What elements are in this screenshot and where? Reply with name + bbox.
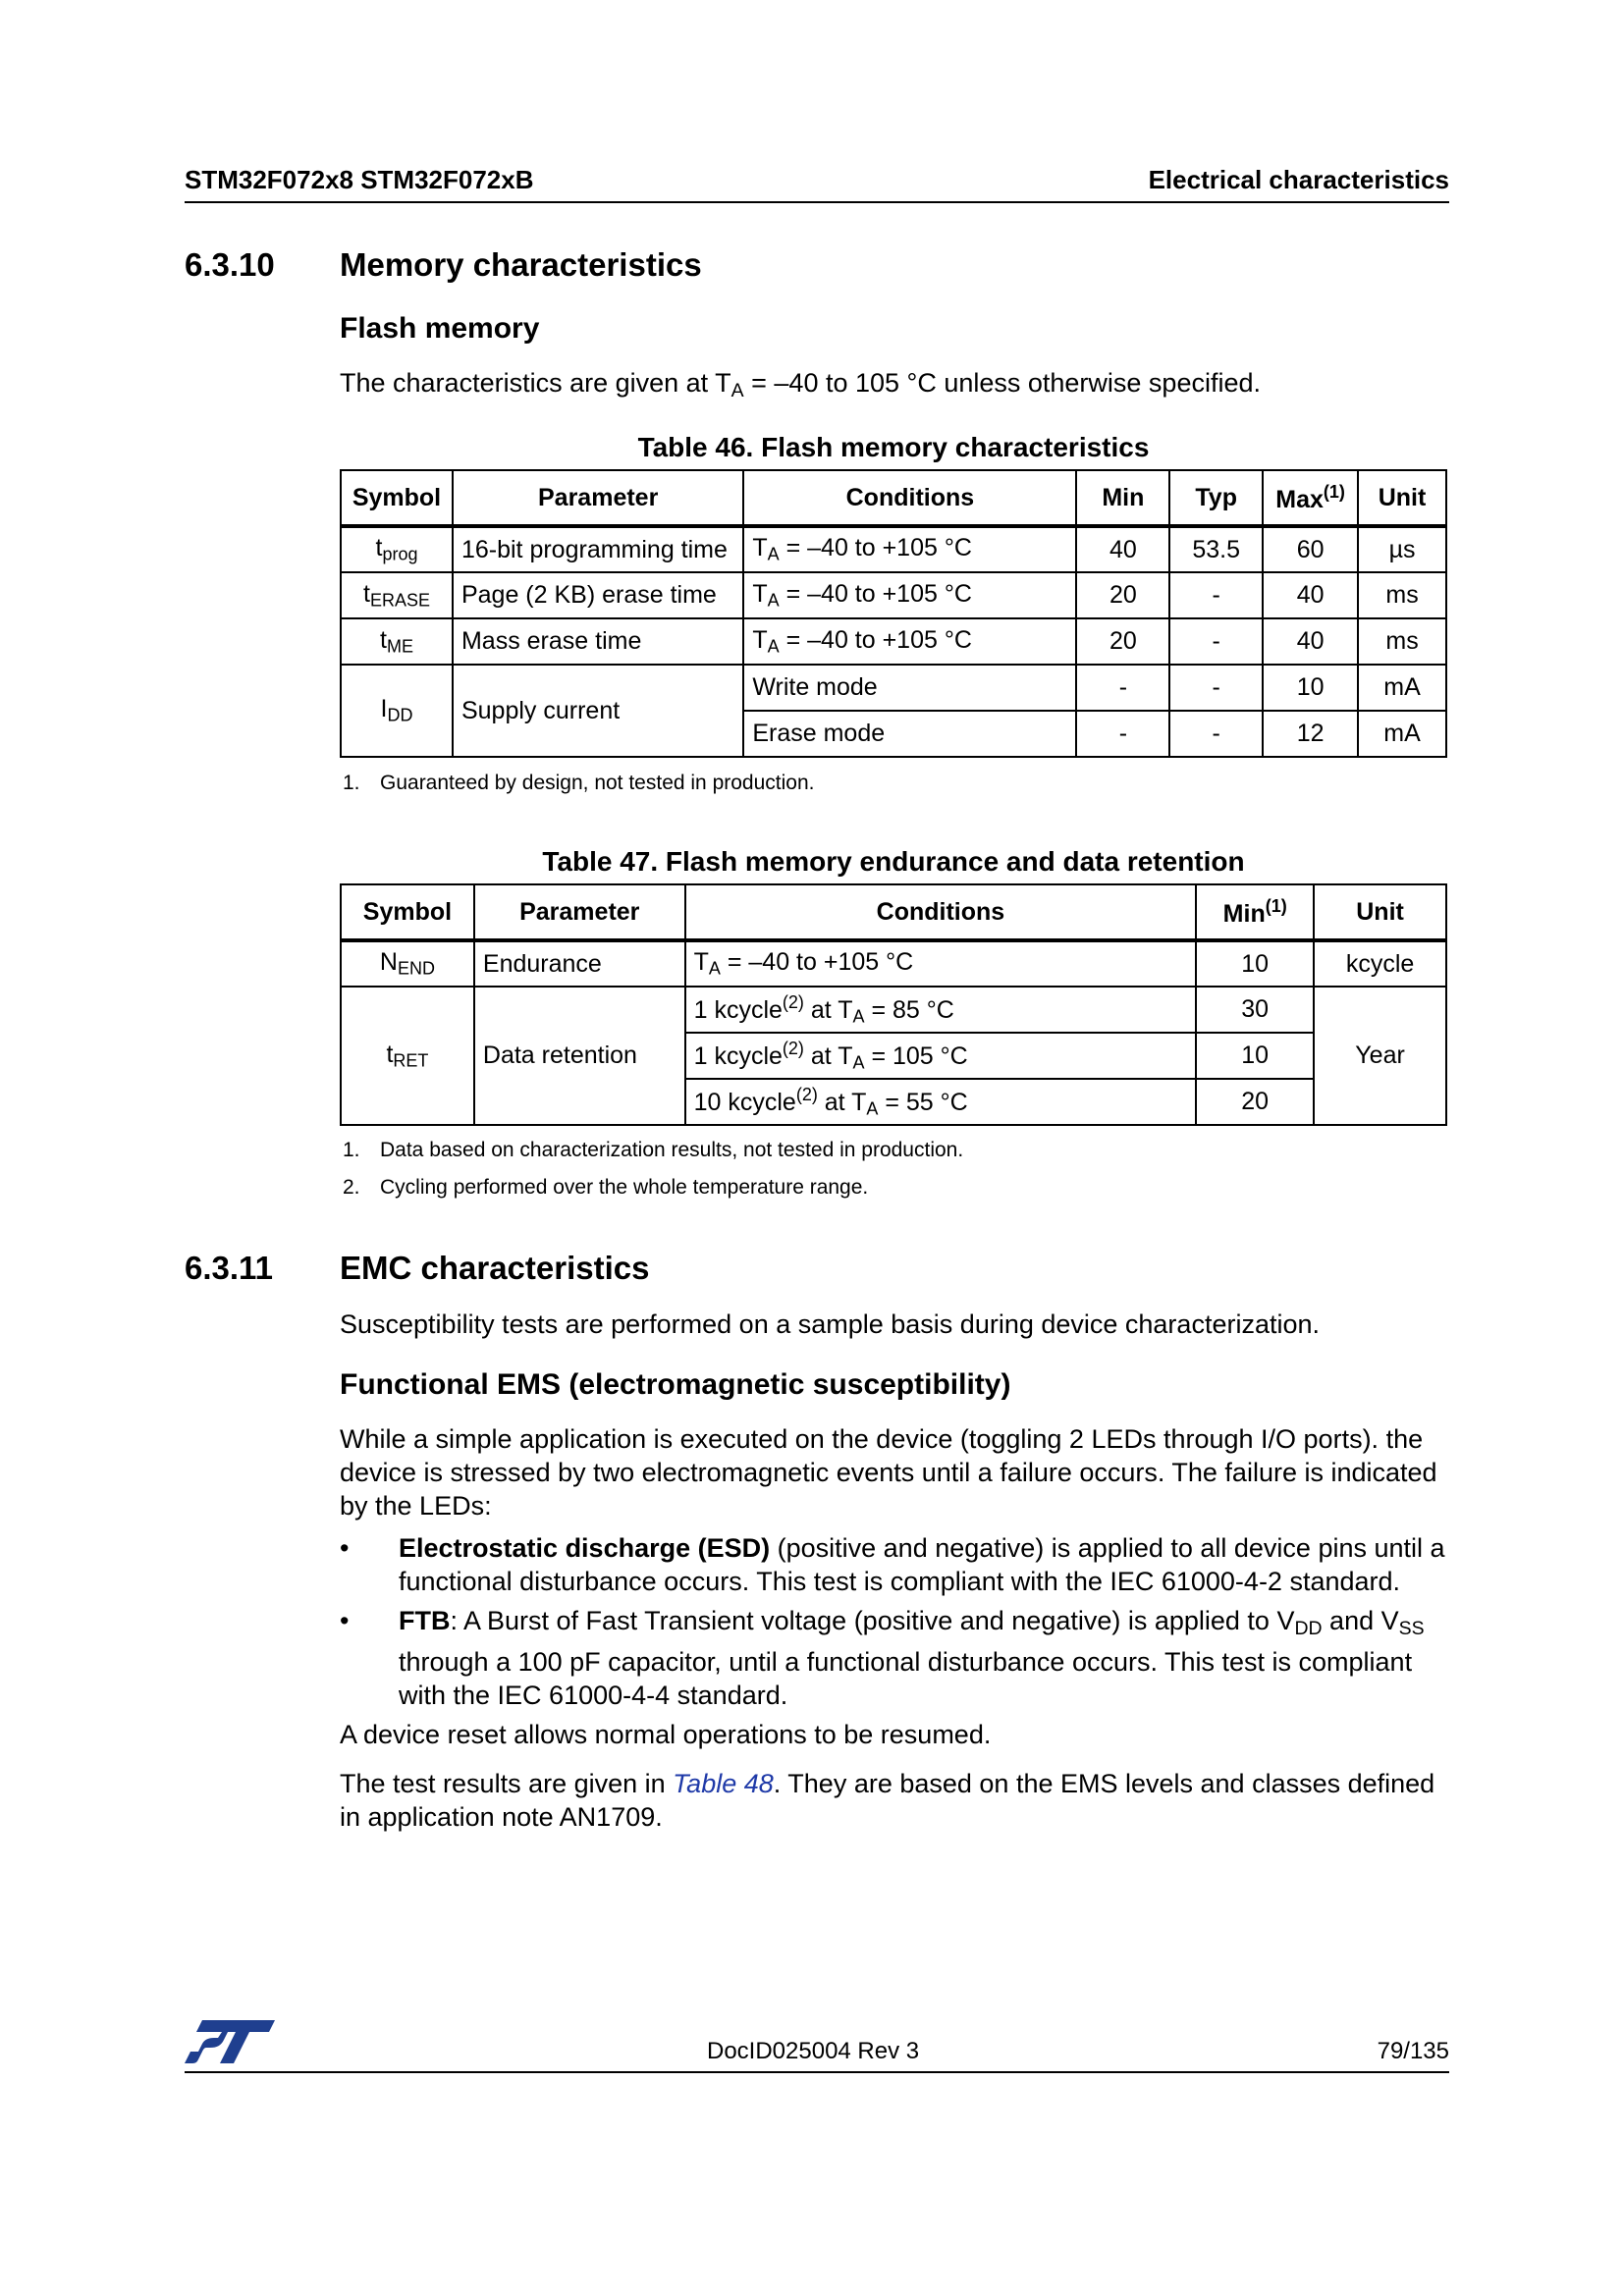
bullet-body-a: : A Burst of Fast Transient voltage (positive and negative) is applied to V (450, 1606, 1295, 1635)
table-row (341, 987, 1446, 1033)
cell-symbol (341, 987, 474, 1125)
subheading-flash-memory: Flash memory (340, 312, 540, 345)
cell-conditions (685, 987, 1197, 1033)
bullet-text (399, 1604, 1459, 1712)
cond-sup: (2) (795, 1084, 818, 1104)
reset-paragraph: A device reset allows normal operations to be resumed. (340, 1720, 992, 1749)
cell-symbol (341, 665, 453, 757)
cell-min: 20 (1076, 572, 1169, 618)
col-max (1263, 470, 1358, 526)
bullet-term: Electrostatic discharge (ESD) (399, 1533, 771, 1563)
col-parameter: Parameter (474, 884, 685, 940)
bullet-ftb (340, 1604, 1459, 1712)
intro-text: The characteristics are given at T (340, 368, 731, 398)
cond-a: 1 kcycle (693, 1041, 783, 1070)
cell-unit: kcycle (1314, 940, 1446, 987)
cell-parameter: 16-bit programming time (453, 526, 743, 572)
col-min (1196, 884, 1314, 940)
flash-intro (340, 366, 1454, 407)
cond-rest: = –40 to +105 °C (779, 579, 972, 608)
table46 (340, 469, 1447, 758)
bullet-esd (340, 1531, 1459, 1598)
cond-sub: A (866, 1098, 879, 1119)
cell-parameter: Mass erase time (453, 618, 743, 665)
cell-min: 10 (1196, 940, 1314, 987)
bullet-sub-vdd: DD (1294, 1617, 1323, 1639)
section-number: 6.3.11 (185, 1250, 273, 1286)
cell-min: 20 (1076, 618, 1169, 665)
cell-symbol (341, 618, 453, 665)
cell-min: - (1076, 711, 1169, 757)
cell-conditions (685, 1079, 1197, 1125)
cell-typ: - (1169, 665, 1263, 711)
cell-max: 10 (1263, 665, 1358, 711)
footnote-number: 1. (343, 772, 360, 794)
cond-c: = 85 °C (864, 995, 954, 1024)
subheading-functional-ems: Functional EMS (electromagnetic susceptibility) (340, 1368, 1011, 1401)
cond-main: T (752, 625, 768, 654)
table47-caption: Table 47. Flash memory endurance and data retention (542, 846, 1245, 877)
st-logo-icon (185, 2018, 275, 2065)
cell-conditions (685, 940, 1197, 987)
cell-min: 30 (1196, 987, 1314, 1033)
bullet-term: FTB (399, 1606, 451, 1635)
cell-min: 10 (1196, 1033, 1314, 1079)
symbol-main: t (380, 625, 387, 654)
table-row (341, 665, 1446, 711)
table47-footnote-2 (343, 1176, 868, 1200)
section-heading-emc (185, 1250, 649, 1287)
cell-typ: - (1169, 711, 1263, 757)
cell-typ: - (1169, 618, 1263, 665)
cell-parameter: Endurance (474, 940, 685, 987)
bullet-text (399, 1531, 1459, 1598)
symbol-sub: ERASE (369, 590, 430, 611)
table48-link[interactable]: Table 48 (673, 1769, 774, 1798)
cell-symbol (341, 572, 453, 618)
col-symbol: Symbol (341, 884, 474, 940)
table47-footnote-1 (343, 1139, 963, 1162)
symbol-sub: RET (393, 1050, 429, 1071)
cond-rest: = –40 to +105 °C (720, 948, 914, 977)
symbol-main: t (362, 579, 370, 608)
col-parameter: Parameter (453, 470, 743, 526)
cell-unit: mA (1358, 711, 1446, 757)
cond-rest: = –40 to +105 °C (779, 534, 972, 562)
bullet-dot: • (340, 1606, 350, 1635)
bullet-dot: • (340, 1533, 350, 1563)
ems-paragraph: While a simple application is executed on the device (toggling 2 LEDs through I/O ports). the device is stressed by two electromagnetic events until a failure occurs. The failure is indicated by the LEDs: (340, 1424, 1437, 1521)
table-header-row (341, 884, 1446, 940)
cond-sup: (2) (782, 991, 804, 1012)
cell-max: 40 (1263, 618, 1358, 665)
cell-parameter: Page (2 KB) erase time (453, 572, 743, 618)
symbol-sub: ME (386, 636, 413, 657)
cond-a: 10 kcycle (693, 1088, 796, 1116)
cond-rest: = –40 to +105 °C (779, 625, 972, 654)
footnote-number: 2. (343, 1176, 360, 1199)
section-heading-memory (185, 246, 702, 284)
cell-conditions: Write mode (743, 665, 1076, 711)
col-unit: Unit (1314, 884, 1446, 940)
cell-symbol (341, 526, 453, 572)
cell-max: 12 (1263, 711, 1358, 757)
cell-unit: mA (1358, 665, 1446, 711)
header-doc-title: STM32F072x8 STM32F072xB (185, 165, 534, 194)
table46-caption: Table 46. Flash memory characteristics (637, 432, 1150, 462)
cond-sub: A (708, 958, 721, 979)
intro-sub: A (730, 379, 744, 401)
col-typ: Typ (1169, 470, 1263, 526)
section-title: EMC characteristics (340, 1250, 650, 1286)
symbol-main: t (386, 1040, 394, 1068)
footer-page-number: 79/135 (1377, 2038, 1449, 2064)
footnote-text: Guaranteed by design, not tested in production. (380, 772, 815, 794)
footnote-text: Data based on characterization results, not tested in production. (380, 1139, 964, 1161)
intro-text-rest: = –40 to 105 °C unless otherwise specified. (743, 368, 1261, 398)
symbol-sub: prog (382, 544, 418, 564)
cell-min: - (1076, 665, 1169, 711)
cell-conditions (743, 618, 1076, 665)
footnote-text: Cycling performed over the whole temperature range. (380, 1176, 869, 1199)
col-unit: Unit (1358, 470, 1446, 526)
emc-intro: Susceptibility tests are performed on a sample basis during device characterization. (340, 1309, 1320, 1339)
cell-typ: - (1169, 572, 1263, 618)
cond-sub: A (767, 636, 780, 657)
cell-min: 20 (1196, 1079, 1314, 1125)
cond-sub: A (852, 1006, 865, 1027)
results-paragraph (340, 1767, 1454, 1834)
col-conditions: Conditions (743, 470, 1076, 526)
cell-max: 60 (1263, 526, 1358, 572)
symbol-main: I (380, 695, 388, 723)
col-max-label: Max (1275, 485, 1324, 513)
cond-main: T (752, 579, 768, 608)
cond-sub: A (767, 590, 780, 611)
cond-a: 1 kcycle (693, 995, 783, 1024)
col-min-note: (1) (1265, 895, 1287, 916)
footnote-number: 1. (343, 1139, 360, 1161)
cond-main: T (693, 948, 709, 977)
cell-conditions (743, 572, 1076, 618)
cell-unit: Year (1314, 987, 1446, 1125)
cond-c: = 105 °C (864, 1041, 968, 1070)
table47 (340, 883, 1447, 1126)
cell-conditions (685, 1033, 1197, 1079)
cond-main: T (752, 534, 768, 562)
cond-b: at T (817, 1088, 867, 1116)
symbol-sub: END (397, 958, 435, 979)
results-text: The test results are given in (340, 1769, 674, 1798)
section-title: Memory characteristics (340, 246, 702, 283)
col-max-note: (1) (1323, 481, 1345, 502)
cell-unit: ms (1358, 572, 1446, 618)
cond-sup: (2) (782, 1038, 804, 1058)
bullet-body-c: through a 100 pF capacitor, until a functional disturbance occurs. This test is compliant with the IEC 61000-4-4 standard. (399, 1646, 1413, 1710)
col-min: Min (1076, 470, 1169, 526)
footer-rule (185, 2071, 1449, 2073)
header-rule (185, 201, 1449, 203)
results-text-rest: . They are based on the EMS levels and classes defined in application note AN1709. (340, 1769, 1435, 1832)
col-conditions: Conditions (685, 884, 1197, 940)
table-row (341, 526, 1446, 572)
table46-footnote-1 (343, 772, 814, 795)
table-row (341, 572, 1446, 618)
cell-parameter: Data retention (474, 987, 685, 1125)
table-row (341, 618, 1446, 665)
cond-b: at T (803, 1041, 853, 1070)
symbol-main: t (375, 534, 383, 562)
col-symbol: Symbol (341, 470, 453, 526)
section-number: 6.3.10 (185, 246, 275, 283)
bullet-body-b: and V (1322, 1606, 1399, 1635)
cond-sub: A (767, 544, 780, 564)
page-header (185, 160, 1449, 195)
symbol-sub: DD (387, 705, 413, 725)
cell-parameter: Supply current (453, 665, 743, 757)
symbol-main: N (379, 948, 398, 977)
cell-min: 40 (1076, 526, 1169, 572)
cell-symbol (341, 940, 474, 987)
bullet-sub-vss: SS (1398, 1617, 1425, 1639)
footer-doc-id: DocID025004 Rev 3 (707, 2038, 920, 2064)
bullet-body: (positive and negative) is applied to all device pins until a functional disturbance occurs. This test is compliant with the IEC 61000-4-2 standard. (399, 1533, 1445, 1596)
cell-conditions: Erase mode (743, 711, 1076, 757)
cell-typ: 53.5 (1169, 526, 1263, 572)
cell-max: 40 (1263, 572, 1358, 618)
cond-sub: A (852, 1052, 865, 1073)
cell-conditions (743, 526, 1076, 572)
cond-b: at T (803, 995, 853, 1024)
cond-c: = 55 °C (878, 1088, 968, 1116)
header-chapter-title: Electrical characteristics (1148, 165, 1449, 194)
table-row (341, 940, 1446, 987)
table-header-row (341, 470, 1446, 526)
col-min-label: Min (1222, 899, 1266, 928)
cell-unit: µs (1358, 526, 1446, 572)
cell-unit: ms (1358, 618, 1446, 665)
